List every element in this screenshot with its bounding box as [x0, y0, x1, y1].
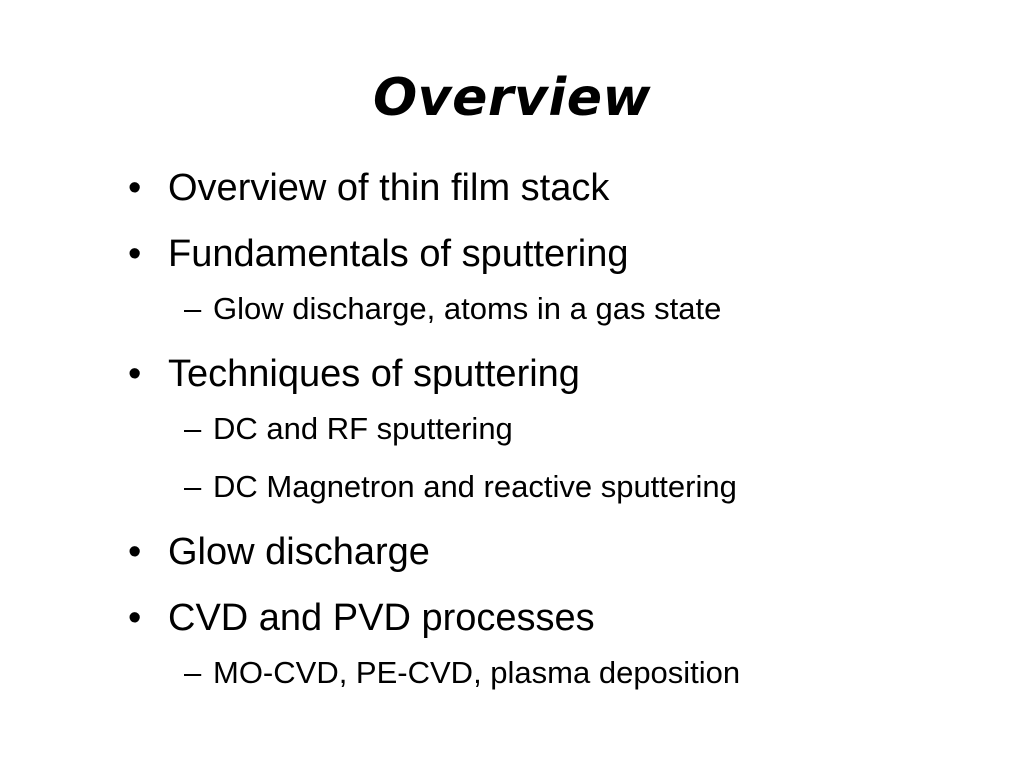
bullet-icon: •: [128, 353, 142, 395]
slide-title: Overview: [372, 68, 652, 128]
bullet-item: [128, 346, 740, 402]
bullet-text: CVD and PVD processes: [168, 597, 595, 639]
bullet-icon: •: [128, 167, 142, 209]
bullet-item: [128, 524, 740, 580]
dash-icon: –: [184, 655, 202, 690]
dash-icon: –: [184, 291, 202, 326]
bullet-item: [128, 590, 740, 646]
sub-bullet-item: [128, 406, 740, 452]
bullet-item: [128, 160, 740, 216]
sub-bullet-item: [128, 650, 740, 696]
dash-icon: –: [184, 469, 202, 504]
sub-bullet-item: [128, 286, 740, 332]
bullet-text: Techniques of sputtering: [168, 353, 580, 395]
bullet-text: Overview of thin film stack: [168, 167, 610, 209]
bullet-icon: •: [128, 597, 142, 639]
sub-bullet-text: MO-CVD, PE-CVD, plasma deposition: [213, 655, 741, 690]
sub-bullet-item: [128, 464, 740, 510]
bullet-text: Glow discharge: [168, 531, 430, 573]
bullet-icon: •: [128, 233, 142, 275]
sub-bullet-text: Glow discharge, atoms in a gas state: [213, 291, 722, 326]
sub-bullet-text: DC and RF sputtering: [213, 411, 513, 446]
dash-icon: –: [184, 411, 202, 446]
bullet-text: Fundamentals of sputtering: [168, 233, 629, 275]
sub-bullet-text: DC Magnetron and reactive sputtering: [213, 469, 737, 504]
bullet-item: [128, 226, 740, 282]
bullet-list: [128, 160, 740, 708]
bullet-icon: •: [128, 531, 142, 573]
